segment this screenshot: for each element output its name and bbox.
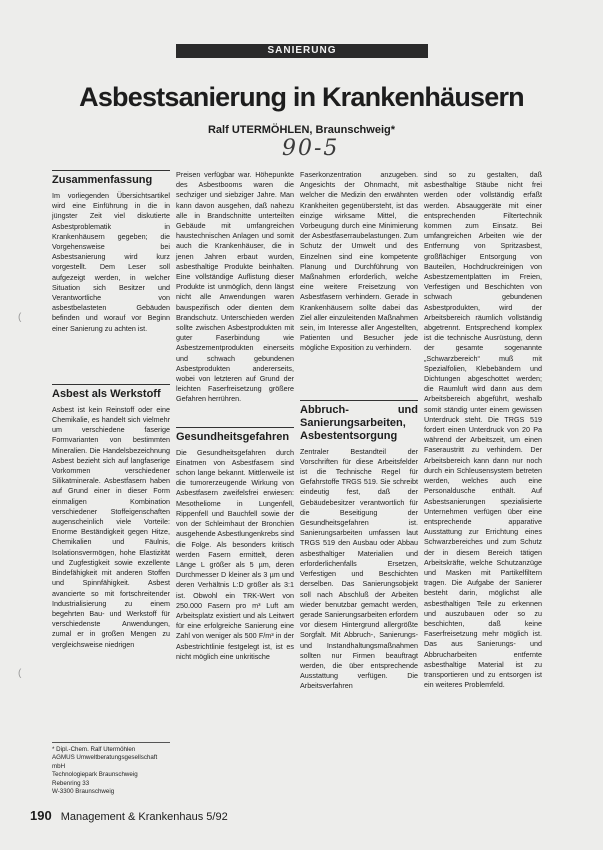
text-zusammenfassung: Im vorliegenden Übersichtsartikel wird eine Einführung in die in jüngster Zeit viel diskutierte Asbestproblematik in Krankenhäusern gegeben; die Vorgehensweise bei Asbestsanierung wird kurz vorgestellt. Dem Leser soll aufgezeigt werden, in welcher Situation sich Besitzer und Verantwortliche von asbestbelasteten Gebäuden befinden und worauf vor Beginn einer Sanierung zu achten ist. [52, 191, 170, 333]
text-abbruch: Zentraler Bestandteil der Vorschriften für diese Arbeitsfelder ist die Technische Regel für Gefahrstoffe TRGS 519. Sie schreibt eindeutig fest, daß der Gebäudebesitzer verantwortlich für die Beseitigung der Gesundheitsgefahren ist. Sanierungsarbeiten umfassen laut TRGS 519 den Ausbau oder Abbau asbesthaltiger Materialien und erforderlichenfalls Ersetzen, Verfestigen und Beschichten derselben. Das Sanierungsobjekt soll nach Abschluß der Arbeiten wieder benutzbar gemacht werden, gerade Sanierungsarbeiten erfordern vor diesem Hintergrund allergrößte Sorgfalt. Mit Abbruch-, Sanierungs- und Instandhaltungsmaßnahmen sollten nur Firmen beauftragt werden, die über entsprechende Ausstattung verfügen. Die Arbeitsverfahren [300, 446, 418, 691]
column-4 [424, 170, 542, 690]
footnote-line: Technologiepark Braunschweig [52, 771, 138, 779]
footnote-line: W-3300 Braunschweig [52, 788, 115, 796]
text-col4: sind so zu gestalten, daß asbesthaltige Stäube nicht frei werden oder vollständig erfaßt werden. Absauggeräte mit einer entsprechenden Filtertechnik kommen zum Einsatz. Bei umfangreichen Arbeiten wie der Entfernung von Spritzasbest, großflächiger Entsorgung von Bauteilen, Hochdruckreinigen von Asbestzementplatten im Freien, Verfestigen und Beschichten von schwach gebundenen Asbestprodukten, wird der Arbeitsbereich räumlich vollständig abgetrennt. Entsprechend komplex ist die technische Ausrüstung, denn der gesamte sogenannte „Schwarzbereich“ muß mit Spezialfolien, Klebebändern und Dichtungen abgeschottet werden; die Raumluft wird dann aus dem Arbeitsbereich abgeführt, weshalb somit ständig unter einem gewissen Unterdruck steht. Die TRGS 519 fordert einen Unterdruck von 20 Pa während der Arbeitszeit, um einen Faseraustritt zu verhindern. Der Arbeitsbereich kann dann nur noch durch ein Schleusensystem betreten werden, welches auch eine Personaldusche enthält. Auf Asbestsanierungen spezialisierte Unternehmen verfügen über eine entsprechende apparative Ausstattung zur Errichtung eines Schwarzbereiches und zum Schutz der in diesem Bereich tätigen Arbeitskräfte, welche Schutzanzüge und Masken mit Partikelfiltern tragen. Die Aufgabe der Sanierer besteht darin, möglichst alle asbesthaltigen Teile zu erkennen und auszubauen oder so zu beschichten, daß keine Faserfreisetzung mehr möglich ist. Das aus Sanierungs- und Abbrucharbeiten entfernte asbesthaltige Material ist zu transportieren und zu entsorgen ist ein weiteres Problemfeld. [424, 170, 542, 690]
text-gesundheit: Die Gesundheitsgefahren durch Einatmen von Asbestfasern sind schon lange bekannt. Mittlerweile ist die tumorerzeugende Wirkung von Asbestfasern zweifelsfrei erwiesen: Mesotheliome in Lungenfell, Rippenfell und Bauchfell sowie der von der Schleimhaut der Bronchien ausgehende Asbestlungenkrebs sind die Folge. Als besonders kritisch werden Fasern ermittelt, deren Länge L größer als 5 µm, deren Durchmesser D kleiner als 3 µm und deren Verhältnis L:D größer als 3:1 ist. Obwohl ein TRK-Wert von 250.000 Fasern pro m³ Luft am Arbeitsplatz existiert und als Leitwert für eine erfolgreiche Sanierung eine Zahl von weniger als 500 F/m³ in der Asbestrichtlinie festgelegt ist, ist es nicht möglich eine unkritische [176, 447, 294, 661]
page-footer [30, 808, 228, 823]
column-2 [176, 170, 294, 662]
text-werkstoff: Asbest ist kein Reinstoff oder eine Chemikalie, es handelt sich vielmehr um verschiedene faserige Formvarianten von bestimmten Mineralien. Die Handelsbezeichnung Asbest bezieht sich auf langfaserige Vorkommen verschiedener Silikatminerale. Asbestfasern haben auf Grund einer in dieser Form einmaligen Kombination verschiedener Stoffeigenschaften augenscheinlich viele Vorteile: Enorme Beständigkeit gegen Hitze, Chemikalien und Fäulnis, Isolationsvermögen, hohe Elastizität und Zugfestigkeit sowie exzellente Bindefähigkeit mit anderen Stoffen und Spinnfähigkeit. Asbest avancierte so mit fortschreitender Industrialisierung zu einem begehrten Bau- und Werkstoff für verschiedenste Anwendungen, zumal er in großen Mengen zu vergleichsweise niedrigen [52, 404, 170, 649]
article-title: Asbestsanierung in Krankenhäusern [79, 82, 524, 112]
column-3 [300, 170, 418, 692]
heading-gesundheit: Gesundheitsgefahren [176, 427, 294, 444]
text-col2-intro: Preisen verfügbar war. Höhepunkte des Asbestbooms waren die sechziger und siebziger Jahre. Man kann davon ausgehen, daß nahezu alle in Brandschnitte unterteilten Gebäude mit umfangreichen haustechnischen Anlagen und somit auch die Krankenhäuser, die in jenen Jahren erbaut wurden, asbesthaltige Produkte beinhalten. Eine vollständige Auflistung dieser Produkte ist unmöglich, denn längst nicht alle Anwendungen waren bauspezifisch oder dienten dem Brandschutz. Unterschieden werden sollte zwischen Asbestprodukten mit guter Faserbindung wie Asbestzementprodukten einerseits und schwach gebundenen Asbestprodukten andererseits, wobei von letzteren auf Grund der leichten Faserfreisetzung größere Gefahren herrühren. [176, 170, 294, 404]
heading-zusammenfassung: Zusammenfassung [52, 170, 170, 187]
column-1 [52, 170, 170, 650]
footnote-line: * Dipl.-Chem. Ralf Utermöhlen [52, 746, 136, 753]
heading-werkstoff: Asbest als Werkstoff [52, 384, 170, 401]
footnote-line: AGMUS Umweltberatungsgesellschaft mbH [52, 754, 158, 770]
punch-hole-mark: ( [18, 668, 22, 679]
journal-name: Management & Krankenhaus 5/92 [60, 811, 228, 823]
author-footnote [52, 742, 170, 796]
page-number: 190 [30, 808, 52, 823]
footnote-line: Rebenring 33 [52, 779, 90, 787]
heading-abbruch: Abbruch- und Sanierungsarbeiten, Asbestentsorgung [300, 400, 418, 443]
text-col3-intro: Faserkonzentration anzugeben. Angesichts der Ohnmacht, mit welcher die Medizin den erwähnten Krankheiten gegenübersteht, ist das einzige wirksame Mittel, die Vorbeugung durch eine Minimierung der Asbestfaserraubelastungen. Zum Schutz der Umwelt und des Einzelnen sind eine kompetente Planung und Durchführung von Maßnahmen erforderlich, welche eine weitere Freisetzung von Asbestfasern verhindern. Gerade in Krankenhäusern sollte dabei das Ziel aller einzuleitenden Maßnahmen sein, im Interesse aller Angestellten, Patienten und Besucher jede mögliche Exposition zu verhindern. [300, 170, 418, 353]
handwritten-note: 90-5 [282, 136, 340, 161]
section-label: SANIERUNG [176, 44, 428, 58]
article-author: Ralf UTERMÖHLEN, Braunschweig* [207, 124, 396, 136]
punch-hole-mark: ( [18, 312, 22, 323]
